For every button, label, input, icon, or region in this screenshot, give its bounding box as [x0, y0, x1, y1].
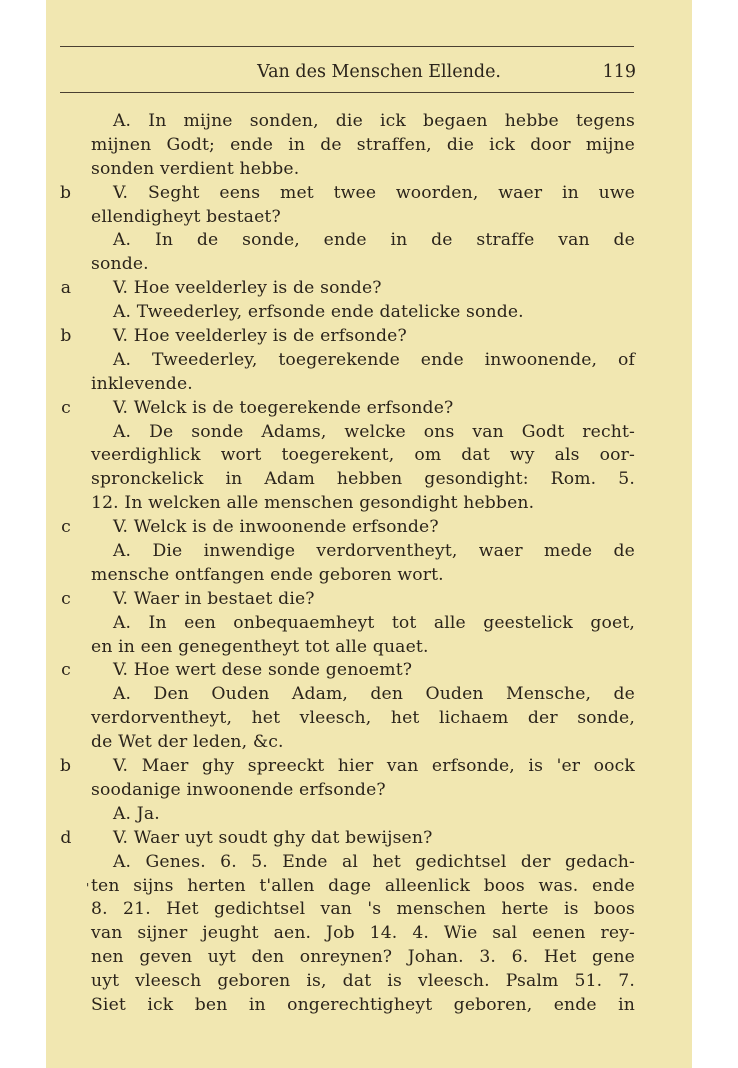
- text-line: [91, 206, 635, 230]
- text-line: [61, 397, 635, 421]
- line-text: Siet ick ben in ongerechtigheyt geboren, ende in: [91, 994, 635, 1015]
- text-line: [60, 325, 635, 349]
- line-text: uyt vleesch geboren is, dat is vleesch. Psalm 51. 7.: [91, 971, 635, 992]
- text-line: [61, 516, 635, 540]
- header-rule-top: [60, 46, 634, 47]
- text-line: [91, 922, 635, 946]
- text-line: [91, 946, 635, 970]
- line-text: van sijner jeught aen. Job 14. 4. Wie sal eenen rey-: [91, 923, 635, 944]
- line-text: ellendigheyt bestaet?: [91, 206, 281, 227]
- text-line: [60, 755, 635, 779]
- text-line: [91, 301, 635, 325]
- text-line: [61, 659, 635, 683]
- text-line: [91, 564, 635, 588]
- line-text: mensche ontfangen ende geboren wort.: [91, 564, 444, 585]
- line-text: en in een genegentheyt tot alle quaet.: [91, 636, 429, 657]
- text-line: [61, 588, 635, 612]
- text-line: [91, 421, 635, 445]
- margin-letter: b: [60, 326, 72, 347]
- line-text: V. Hoe veelderley is de sonde?: [113, 278, 382, 299]
- header-rule-bottom: [60, 92, 634, 93]
- line-text: V. Hoe veelderley is de erfsonde?: [113, 326, 407, 347]
- page-number: 119: [602, 62, 636, 82]
- text-line: [91, 970, 635, 994]
- line-text: sonde.: [91, 254, 149, 275]
- body-text: [60, 110, 635, 1018]
- text-line: [91, 158, 635, 182]
- line-text: de Wet der leden, &c.: [91, 732, 284, 753]
- text-line: [91, 994, 635, 1018]
- line-text: A. In mijne sonden, die ick begaen hebbe tegens: [113, 111, 635, 131]
- line-text: veerdighlick wort toegerekent, om dat wy als oor-: [91, 445, 635, 466]
- text-line: [91, 444, 635, 468]
- text-line: [91, 134, 635, 158]
- margin-mark: ': [86, 880, 90, 895]
- text-line: [91, 253, 635, 277]
- line-text: ten sijns herten t'allen dage alleenlick boos was. ende: [91, 875, 635, 896]
- line-text: sonden verdient hebbe.: [91, 158, 300, 179]
- line-text: A. Die inwendige verdorventheyt, waer mede de: [113, 541, 635, 562]
- line-text: A. Ja.: [113, 803, 160, 824]
- text-line: [60, 277, 635, 301]
- text-line: [91, 731, 635, 755]
- text-line: [91, 851, 635, 875]
- line-text: A. De sonde Adams, welcke ons van Godt recht-: [113, 421, 635, 442]
- margin-letter: a: [60, 278, 72, 299]
- line-text: V. Seght eens met twee woorden, waer in uwe: [113, 182, 635, 203]
- margin-letter: d: [60, 827, 72, 848]
- line-text: V. Hoe wert dese sonde genoemt?: [113, 660, 413, 681]
- text-line: [86, 875, 635, 899]
- text-line: [60, 827, 635, 851]
- text-line: [91, 229, 635, 253]
- line-text: V. Waer uyt soudt ghy dat bewijsen?: [113, 827, 433, 848]
- line-text: A. Tweederley, toegerekende ende inwoonende, of: [113, 349, 635, 370]
- text-line: [91, 373, 635, 397]
- margin-letter: c: [61, 397, 71, 418]
- margin-letter: b: [60, 182, 72, 203]
- line-text: verdorventheyt, het vleesch, het lichaem der sonde,: [91, 708, 635, 729]
- margin-letter: b: [60, 756, 72, 777]
- text-line: [91, 636, 635, 660]
- text-line: [60, 182, 635, 206]
- line-text: V. Welck is de inwoonende erfsonde?: [113, 517, 439, 538]
- line-text: soodanige inwoonende erfsonde?: [91, 779, 386, 800]
- text-line: [91, 612, 635, 636]
- line-text: A. In de sonde, ende in de straffe van de: [113, 230, 635, 251]
- line-text: inklevende.: [91, 373, 193, 394]
- line-text: spronckelick in Adam hebben gesondight: Rom. 5.: [91, 469, 635, 490]
- text-line: [91, 803, 635, 827]
- line-text: A. Den Ouden Adam, den Ouden Mensche, de: [113, 684, 635, 705]
- line-text: A. Tweederley, erfsonde ende datelicke sonde.: [113, 302, 524, 323]
- margin-letter: c: [61, 660, 71, 681]
- text-line: [91, 683, 635, 707]
- text-line: [91, 349, 635, 373]
- running-title: Van des Menschen Ellende.: [257, 62, 501, 82]
- line-text: A. Genes. 6. 5. Ende al het gedichtsel der gedach-: [113, 851, 635, 872]
- line-text: nen geven uyt den onreynen? Johan. 3. 6. Het gene: [91, 947, 635, 968]
- text-line: [91, 468, 635, 492]
- margin-letter: c: [61, 517, 71, 538]
- line-text: mijnen Godt; ende in de straffen, die ick door mijne: [91, 134, 635, 155]
- text-line: [91, 492, 635, 516]
- line-text: 12. In welcken alle menschen gesondight hebben.: [91, 493, 535, 514]
- book-page: [46, 0, 692, 1068]
- line-text: V. Maer ghy spreeckt hier van erfsonde, is 'er oock: [113, 756, 635, 777]
- text-line: [91, 707, 635, 731]
- line-text: A. In een onbequaemheyt tot alle geestelick goet,: [113, 612, 635, 633]
- text-line: [91, 110, 635, 134]
- line-text: V. Welck is de toegerekende erfsonde?: [113, 397, 454, 418]
- text-line: [91, 540, 635, 564]
- margin-letter: c: [61, 588, 71, 609]
- line-text: 8. 21. Het gedichtsel van 's menschen herte is boos: [91, 899, 635, 920]
- line-text: V. Waer in bestaet die?: [113, 588, 315, 609]
- text-line: [91, 898, 635, 922]
- text-line: [91, 779, 635, 803]
